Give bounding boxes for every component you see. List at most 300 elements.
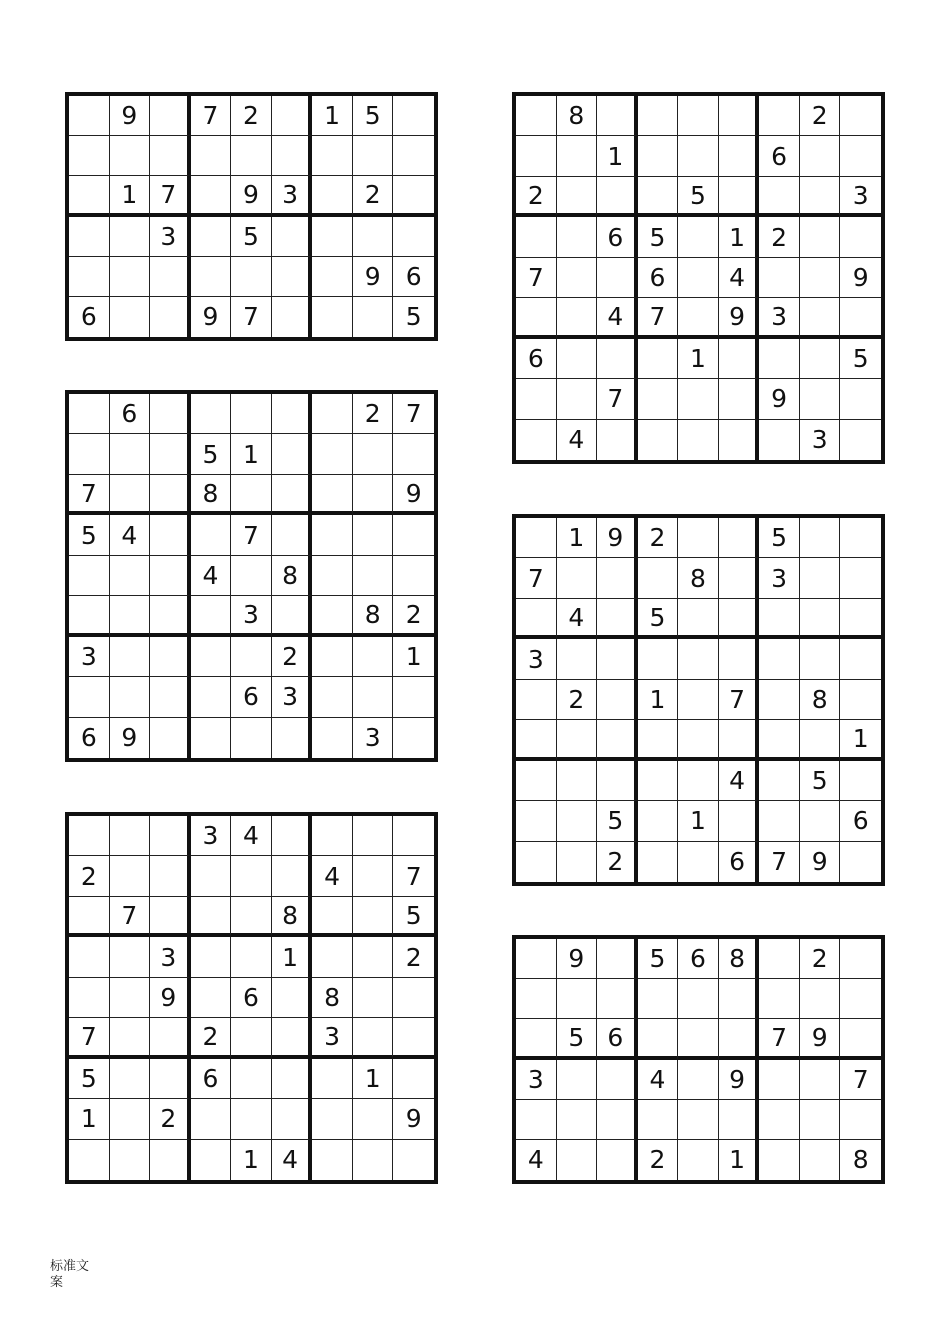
sudoku-grid-left-2 <box>65 390 438 762</box>
sudoku-cell <box>231 1099 272 1139</box>
sudoku-cell <box>150 475 191 515</box>
sudoku-cell <box>678 680 719 720</box>
sudoku-cell <box>110 978 151 1018</box>
sudoku-cell <box>638 1019 679 1059</box>
sudoku-cell: 4 <box>597 298 638 338</box>
sudoku-cell <box>840 680 881 720</box>
sudoku-cell <box>272 257 313 297</box>
sudoku-cell <box>272 856 313 896</box>
sudoku-cell <box>597 680 638 720</box>
sudoku-cell: 5 <box>69 515 110 555</box>
sudoku-cell <box>516 1019 557 1059</box>
sudoku-cell <box>272 978 313 1018</box>
sudoku-cell <box>638 720 679 760</box>
sudoku-cell: 3 <box>353 718 394 758</box>
sudoku-cell <box>69 394 110 434</box>
sudoku-cell <box>557 558 598 598</box>
sudoku-cell <box>516 842 557 882</box>
sudoku-cell <box>312 677 353 717</box>
sudoku-cell <box>516 1100 557 1140</box>
sudoku-cell: 7 <box>516 558 557 598</box>
sudoku-cell: 2 <box>353 176 394 216</box>
sudoku-cell: 5 <box>800 761 841 801</box>
sudoku-cell <box>719 639 760 679</box>
sudoku-cell: 2 <box>69 856 110 896</box>
sudoku-cell <box>840 1100 881 1140</box>
sudoku-cell <box>800 979 841 1019</box>
sudoku-cell <box>231 897 272 937</box>
sudoku-cell <box>516 939 557 979</box>
sudoku-cell: 7 <box>597 379 638 419</box>
sudoku-cell <box>557 136 598 176</box>
sudoku-cell <box>312 718 353 758</box>
sudoku-cell <box>150 1059 191 1099</box>
sudoku-cell <box>312 937 353 977</box>
sudoku-cell <box>800 298 841 338</box>
sudoku-cell <box>597 177 638 217</box>
sudoku-cell <box>557 1140 598 1180</box>
sudoku-cell <box>557 177 598 217</box>
sudoku-cell: 9 <box>393 475 434 515</box>
sudoku-cell <box>69 556 110 596</box>
sudoku-cell <box>231 1018 272 1058</box>
sudoku-cell <box>719 1100 760 1140</box>
sudoku-cell <box>638 177 679 217</box>
sudoku-cell: 4 <box>191 556 232 596</box>
sudoku-cell <box>272 96 313 136</box>
sudoku-cell <box>597 599 638 639</box>
sudoku-cell <box>110 1140 151 1180</box>
sudoku-cell <box>597 761 638 801</box>
sudoku-cell <box>597 979 638 1019</box>
sudoku-cell <box>312 257 353 297</box>
sudoku-cell <box>719 177 760 217</box>
sudoku-cell: 2 <box>150 1099 191 1139</box>
sudoku-cell: 9 <box>231 176 272 216</box>
sudoku-cell <box>353 937 394 977</box>
sudoku-cell <box>272 297 313 337</box>
sudoku-cell <box>272 434 313 474</box>
sudoku-cell <box>231 937 272 977</box>
sudoku-grid-right-1 <box>512 92 885 464</box>
sudoku-cell: 3 <box>150 217 191 257</box>
sudoku-cell <box>272 394 313 434</box>
sudoku-cell: 9 <box>110 718 151 758</box>
sudoku-cell <box>557 761 598 801</box>
sudoku-cell <box>557 639 598 679</box>
sudoku-cell <box>191 596 232 636</box>
sudoku-cell <box>110 217 151 257</box>
sudoku-cell: 8 <box>191 475 232 515</box>
sudoku-cell <box>353 1018 394 1058</box>
sudoku-grid-right-2 <box>512 514 885 886</box>
sudoku-cell <box>840 136 881 176</box>
sudoku-cell <box>800 1060 841 1100</box>
sudoku-cell <box>840 96 881 136</box>
sudoku-cell: 5 <box>353 96 394 136</box>
sudoku-cell <box>231 475 272 515</box>
sudoku-cell <box>191 897 232 937</box>
sudoku-cell <box>110 1099 151 1139</box>
sudoku-cell: 9 <box>759 379 800 419</box>
sudoku-cell: 7 <box>231 515 272 555</box>
sudoku-cell: 9 <box>800 842 841 882</box>
sudoku-cell <box>759 761 800 801</box>
sudoku-cell <box>516 217 557 257</box>
sudoku-cell: 3 <box>69 637 110 677</box>
sudoku-cell <box>840 518 881 558</box>
sudoku-cell: 2 <box>191 1018 232 1058</box>
sudoku-cell <box>800 339 841 379</box>
sudoku-cell: 1 <box>597 136 638 176</box>
sudoku-cell <box>150 394 191 434</box>
sudoku-cell: 6 <box>597 1019 638 1059</box>
sudoku-cell: 8 <box>312 978 353 1018</box>
sudoku-cell: 4 <box>557 420 598 460</box>
sudoku-cell <box>191 1140 232 1180</box>
sudoku-cell: 1 <box>231 434 272 474</box>
sudoku-cell <box>678 96 719 136</box>
sudoku-cell: 1 <box>231 1140 272 1180</box>
sudoku-cell: 1 <box>557 518 598 558</box>
sudoku-cell <box>191 515 232 555</box>
sudoku-cell <box>312 475 353 515</box>
sudoku-cell <box>110 136 151 176</box>
sudoku-cell <box>678 420 719 460</box>
sudoku-cell <box>840 298 881 338</box>
sudoku-cell <box>840 217 881 257</box>
sudoku-cell <box>638 842 679 882</box>
sudoku-cell <box>312 1140 353 1180</box>
sudoku-cell <box>191 937 232 977</box>
sudoku-cell: 9 <box>150 978 191 1018</box>
sudoku-cell: 6 <box>69 718 110 758</box>
sudoku-cell <box>312 637 353 677</box>
sudoku-cell: 8 <box>557 96 598 136</box>
sudoku-cell <box>678 979 719 1019</box>
sudoku-cell: 5 <box>840 339 881 379</box>
sudoku-cell <box>678 1100 719 1140</box>
sudoku-cell: 2 <box>272 637 313 677</box>
sudoku-cell <box>800 1140 841 1180</box>
sudoku-cell <box>516 379 557 419</box>
sudoku-cell <box>353 556 394 596</box>
sudoku-cell: 3 <box>231 596 272 636</box>
sudoku-cell: 7 <box>69 1018 110 1058</box>
sudoku-cell: 5 <box>393 897 434 937</box>
sudoku-cell <box>516 801 557 841</box>
sudoku-cell <box>312 816 353 856</box>
sudoku-cell <box>759 680 800 720</box>
sudoku-cell: 2 <box>638 518 679 558</box>
sudoku-cell <box>597 339 638 379</box>
sudoku-cell <box>69 136 110 176</box>
sudoku-cell <box>759 720 800 760</box>
sudoku-cell <box>678 379 719 419</box>
sudoku-cell <box>69 816 110 856</box>
sudoku-cell: 7 <box>759 1019 800 1059</box>
sudoku-cell: 9 <box>719 298 760 338</box>
sudoku-cell: 9 <box>191 297 232 337</box>
sudoku-cell <box>840 558 881 598</box>
sudoku-cell <box>597 939 638 979</box>
sudoku-cell <box>678 1019 719 1059</box>
sudoku-cell: 7 <box>840 1060 881 1100</box>
sudoku-cell: 2 <box>393 596 434 636</box>
sudoku-cell <box>353 1099 394 1139</box>
sudoku-cell: 4 <box>312 856 353 896</box>
sudoku-cell: 5 <box>69 1059 110 1099</box>
sudoku-cell: 9 <box>110 96 151 136</box>
sudoku-cell: 4 <box>557 599 598 639</box>
sudoku-cell <box>678 639 719 679</box>
sudoku-cell <box>678 217 719 257</box>
sudoku-cell: 1 <box>840 720 881 760</box>
sudoku-cell: 9 <box>800 1019 841 1059</box>
sudoku-cell: 4 <box>231 816 272 856</box>
sudoku-cell <box>312 1099 353 1139</box>
sudoku-cell <box>231 1059 272 1099</box>
sudoku-cell: 4 <box>516 1140 557 1180</box>
sudoku-cell <box>110 677 151 717</box>
sudoku-cell <box>150 856 191 896</box>
sudoku-cell <box>393 1140 434 1180</box>
sudoku-cell <box>678 1060 719 1100</box>
sudoku-cell: 4 <box>272 1140 313 1180</box>
sudoku-cell: 7 <box>69 475 110 515</box>
footer-caption-line1: 标准文 <box>50 1259 90 1274</box>
sudoku-cell: 2 <box>759 217 800 257</box>
sudoku-cell <box>150 1140 191 1180</box>
sudoku-cell: 9 <box>597 518 638 558</box>
sudoku-cell <box>759 96 800 136</box>
sudoku-cell: 1 <box>272 937 313 977</box>
sudoku-cell: 2 <box>231 96 272 136</box>
sudoku-cell <box>110 596 151 636</box>
sudoku-cell: 6 <box>393 257 434 297</box>
sudoku-cell <box>191 176 232 216</box>
sudoku-cell: 2 <box>393 937 434 977</box>
sudoku-cell: 3 <box>840 177 881 217</box>
sudoku-cell <box>110 475 151 515</box>
sudoku-cell: 3 <box>272 176 313 216</box>
sudoku-cell <box>150 596 191 636</box>
sudoku-cell <box>597 1100 638 1140</box>
sudoku-cell <box>393 978 434 1018</box>
sudoku-cell <box>110 637 151 677</box>
sudoku-cell <box>150 556 191 596</box>
sudoku-cell <box>272 1059 313 1099</box>
sudoku-cell <box>800 558 841 598</box>
sudoku-cell <box>353 136 394 176</box>
sudoku-cell <box>597 558 638 598</box>
sudoku-cell: 4 <box>719 761 760 801</box>
sudoku-cell <box>393 556 434 596</box>
sudoku-cell <box>69 596 110 636</box>
sudoku-cell: 6 <box>678 939 719 979</box>
sudoku-cell <box>231 637 272 677</box>
sudoku-cell <box>312 136 353 176</box>
sudoku-cell: 7 <box>191 96 232 136</box>
sudoku-cell <box>638 339 679 379</box>
sudoku-cell <box>597 96 638 136</box>
sudoku-cell <box>191 136 232 176</box>
sudoku-cell: 7 <box>393 856 434 896</box>
sudoku-cell: 5 <box>231 217 272 257</box>
sudoku-cell <box>516 136 557 176</box>
sudoku-cell <box>638 136 679 176</box>
sudoku-cell <box>353 434 394 474</box>
sudoku-cell: 6 <box>719 842 760 882</box>
sudoku-cell: 1 <box>110 176 151 216</box>
sudoku-cell <box>150 96 191 136</box>
sudoku-cell <box>638 979 679 1019</box>
sudoku-cell: 2 <box>800 939 841 979</box>
sudoku-cell <box>231 136 272 176</box>
sudoku-grid-left-3 <box>65 812 438 1184</box>
sudoku-cell <box>110 297 151 337</box>
sudoku-cell: 6 <box>759 136 800 176</box>
sudoku-cell <box>393 176 434 216</box>
sudoku-cell: 2 <box>597 842 638 882</box>
sudoku-cell: 5 <box>557 1019 598 1059</box>
sudoku-cell <box>638 639 679 679</box>
sudoku-cell: 2 <box>638 1140 679 1180</box>
sudoku-cell: 7 <box>516 258 557 298</box>
sudoku-cell <box>150 434 191 474</box>
sudoku-cell <box>69 176 110 216</box>
sudoku-cell <box>312 596 353 636</box>
sudoku-cell: 1 <box>69 1099 110 1139</box>
sudoku-cell: 1 <box>393 637 434 677</box>
sudoku-cell <box>719 801 760 841</box>
sudoku-cell: 5 <box>405 302 422 332</box>
sudoku-cell: 8 <box>272 556 313 596</box>
sudoku-cell <box>150 257 191 297</box>
sudoku-cell <box>110 556 151 596</box>
sudoku-cell <box>759 979 800 1019</box>
sudoku-cell: 1 <box>353 1059 394 1099</box>
sudoku-cell <box>557 1060 598 1100</box>
sudoku-cell <box>557 217 598 257</box>
sudoku-cell <box>557 379 598 419</box>
sudoku-cell <box>597 258 638 298</box>
sudoku-cell <box>840 1019 881 1059</box>
sudoku-cell <box>312 297 353 337</box>
sudoku-cell: 9 <box>840 258 881 298</box>
sudoku-cell <box>800 518 841 558</box>
sudoku-cell <box>759 339 800 379</box>
sudoku-cell: 8 <box>852 1145 869 1175</box>
sudoku-cell <box>353 677 394 717</box>
sudoku-cell <box>557 979 598 1019</box>
sudoku-cell <box>231 257 272 297</box>
sudoku-cell <box>759 1060 800 1100</box>
sudoku-cell: 6 <box>191 1059 232 1099</box>
sudoku-cell <box>719 599 760 639</box>
sudoku-cell: 6 <box>110 394 151 434</box>
sudoku-cell <box>516 761 557 801</box>
sudoku-cell <box>759 258 800 298</box>
sudoku-cell <box>638 558 679 598</box>
sudoku-cell: 6 <box>638 258 679 298</box>
sudoku-cell <box>312 515 353 555</box>
sudoku-cell <box>719 379 760 419</box>
sudoku-cell: 2 <box>516 177 557 217</box>
sudoku-cell <box>516 518 557 558</box>
sudoku-cell <box>557 720 598 760</box>
sudoku-cell <box>272 515 313 555</box>
sudoku-cell <box>840 639 881 679</box>
sudoku-cell: 1 <box>719 1140 760 1180</box>
sudoku-cell <box>719 339 760 379</box>
sudoku-cell <box>110 434 151 474</box>
sudoku-cell <box>638 1100 679 1140</box>
sudoku-cell <box>150 297 191 337</box>
sudoku-cell <box>231 856 272 896</box>
sudoku-cell <box>638 96 679 136</box>
sudoku-cell <box>678 136 719 176</box>
sudoku-cell <box>719 979 760 1019</box>
sudoku-cell <box>759 599 800 639</box>
sudoku-cell <box>110 257 151 297</box>
sudoku-cell <box>557 842 598 882</box>
sudoku-cell <box>191 718 232 758</box>
sudoku-cell <box>150 677 191 717</box>
sudoku-cell <box>800 599 841 639</box>
sudoku-cell <box>557 339 598 379</box>
sudoku-cell: 8 <box>353 596 394 636</box>
sudoku-cell <box>800 258 841 298</box>
sudoku-cell: 4 <box>638 1060 679 1100</box>
sudoku-cell: 6 <box>231 677 272 717</box>
sudoku-cell: 7 <box>759 842 800 882</box>
sudoku-cell <box>69 434 110 474</box>
sudoku-cell: 7 <box>393 394 434 434</box>
sudoku-cell <box>312 1059 353 1099</box>
sudoku-cell: 1 <box>638 680 679 720</box>
sudoku-cell <box>759 1100 800 1140</box>
sudoku-cell <box>150 897 191 937</box>
sudoku-cell <box>272 718 313 758</box>
sudoku-cell <box>597 1140 638 1180</box>
sudoku-cell <box>393 718 434 758</box>
sudoku-cell <box>800 639 841 679</box>
sudoku-cell <box>800 801 841 841</box>
sudoku-cell <box>150 1018 191 1058</box>
sudoku-cell: 3 <box>150 937 191 977</box>
sudoku-cell <box>800 379 841 419</box>
sudoku-cell <box>69 937 110 977</box>
sudoku-cell <box>150 515 191 555</box>
sudoku-cell <box>597 1060 638 1100</box>
sudoku-cell <box>353 816 394 856</box>
sudoku-cell <box>110 816 151 856</box>
sudoku-cell <box>759 939 800 979</box>
sudoku-cell <box>272 217 313 257</box>
sudoku-cell <box>678 298 719 338</box>
sudoku-cell <box>678 518 719 558</box>
sudoku-cell <box>191 637 232 677</box>
sudoku-cell <box>840 979 881 1019</box>
sudoku-cell <box>393 1018 434 1058</box>
sudoku-cell <box>759 639 800 679</box>
sudoku-cell <box>353 1140 394 1180</box>
sudoku-cell <box>516 680 557 720</box>
sudoku-cell <box>231 556 272 596</box>
sudoku-cell <box>353 897 394 937</box>
sudoku-cell: 4 <box>110 515 151 555</box>
